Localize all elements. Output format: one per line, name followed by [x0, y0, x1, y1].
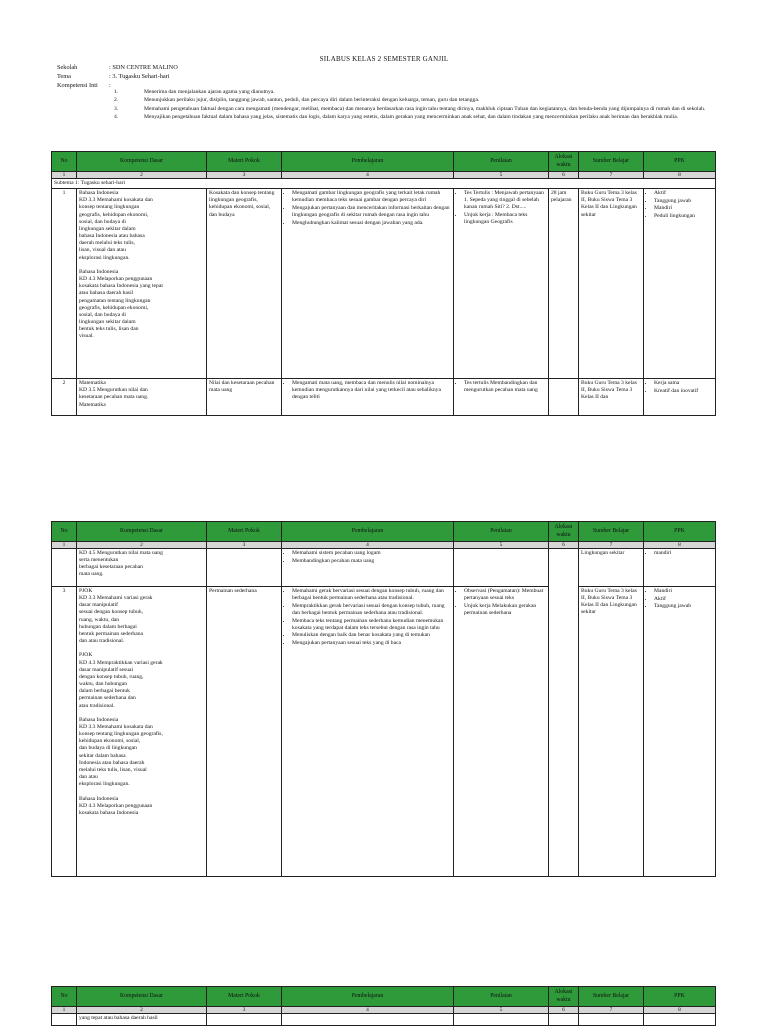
ki-item: 3. Memahami pengetahuan faktual dengan cara mengamati (mendengar, melihat, membaca) dan menanya berdasarkan rasa ingin tahu tentang dirinya, makhluk ciptaan Tuhan dan kegiatannya, dan benda-benda yang dijumpainya di rumah dan di sekolah. — [114, 105, 706, 112]
col-header-pembelajaran: Pembelajaran — [282, 152, 454, 172]
list-item: • Unjuk kerja Melakukan gerakan permainan sederhana — [464, 603, 546, 617]
col-header-pembelajaran: Pembelajaran — [282, 987, 454, 1007]
header-row — [52, 152, 716, 172]
list-item: • Mempraktikkan gerak bervariasi sesuai dengan konsep tubuh, ruang dan berbagai bentuk permainan sederhana atau tradisional. — [292, 603, 451, 617]
col-number: 8 — [644, 1007, 716, 1014]
tema-label: Tema — [57, 73, 71, 80]
kompetensi-dasar-cell: yang tepat atau bahasa daerah hasil — [77, 1014, 207, 1026]
kompetensi-dasar-cell: PJOK KD 3.3 Memahami variasi gerak dasar manipulatif sesuai dengan konsep tubuh, ruang, waktu, dan hubungan dalam berbagai bentuk permainan sederhana dan atau tradisional. PJOK KD 4.3 Mempraktikkan variasi gerak dasar manipulatif sesuai dengan konsep tubuh, ruang, waktu, dan hubungan dalam berbagai bentuk permainan sederhana dan atau tradisional. Bahasa Indonesia KD 3.3 Memahami kosakata dan konsep tentang lingkungan geografis, kehidupan ekonomi, sosial, dan budaya di lingkungan sekitar dalam bahasa Indonesia atau bahasa daerah melalui teks tulis, lisan, visual dan atau eksplorasi lingkungan. Bahasa Indonesia KD 4.3 Melaporkan penggunaan kosakata bahasa Indonesia — [77, 587, 207, 877]
materi-pokok-cell — [207, 549, 282, 587]
col-number: 6 — [549, 1007, 579, 1014]
list-item: • Mengamati mata uang, membaca dan menulis nilai nominalnya kemudian mengurutkannya dari nilai yang terkecil atau sebaliknya dengan teliti — [292, 380, 451, 401]
materi-pokok-cell: Permainan sederhana — [207, 587, 282, 877]
list-item: • Menuliskan dengan baik dan benar kosakata yang di temukan — [292, 632, 451, 639]
list-item: • Kreatif dan inovatif — [654, 388, 713, 395]
table-row — [52, 189, 716, 379]
list-item: • mandiri — [654, 550, 713, 557]
kompetensi-inti-list — [114, 89, 716, 123]
list-item: • Tes tertulis Membandingkan dan mengurutkan pecahan mata uang — [464, 380, 546, 394]
list-item: • Tes Tertulis : Menjawab pertanyaan 1. Sepeda yang tinggal di sebelah kanan rumah Siti? 2. Dst..... — [464, 190, 546, 211]
col-header-penilaian: Penilaian — [454, 987, 549, 1007]
list-item: • Mandiri — [654, 205, 713, 212]
col-number: 6 — [549, 542, 579, 549]
document-title: SILABUS KELAS 2 SEMESTER GANJIL — [319, 55, 449, 63]
col-number: 8 — [644, 172, 716, 179]
list-item: • Memahami gerak bervariasi sesuai dengan konsep tubuh, ruang dan berbagai bentuk permainan sederhana atau tradisional. — [292, 588, 451, 602]
col-number: 5 — [454, 542, 549, 549]
penilaian-cell — [454, 189, 549, 379]
list-item: • Aktif — [654, 596, 713, 603]
col-header-no: No — [52, 522, 77, 542]
list-item: • Membaca teks tentang permainan sederhana kemudian menemukan kosakata yang terdapat dalam teks tersebut dengan rasa ingin tahu — [292, 618, 451, 632]
col-number: 1 — [52, 172, 77, 179]
subtema-row — [52, 179, 716, 189]
col-header-kompetensi-dasar: Kompetensi Dasar — [77, 152, 207, 172]
col-header-alokasi-waktu: Alokasi waktu — [549, 522, 579, 542]
table-row — [52, 379, 716, 416]
alokasi-waktu-cell — [549, 549, 579, 877]
pembelajaran-cell — [282, 379, 454, 416]
column-number-row — [52, 542, 716, 549]
silabus-table-3 — [51, 986, 716, 1026]
list-item: • Unjuk kerja : Membaca teks lingkungan Geografis — [464, 212, 546, 226]
ppk-cell — [644, 587, 716, 877]
document-header — [0, 0, 768, 150]
header-row — [52, 987, 716, 1007]
col-header-ppk: PPK — [644, 522, 716, 542]
list-item: • Menghubungkan kalimat sesuai dengan jawaban yang ada. — [292, 220, 451, 227]
col-header-ppk: PPK — [644, 152, 716, 172]
kompetensi-inti-colon: : — [109, 82, 111, 89]
column-number-row — [52, 1007, 716, 1014]
col-number: 4 — [282, 172, 454, 179]
ki-item: 4. Menyajikan pengetahuan faktual dalam bahasa yang jelas, sistematis dan logis, dalam karya yang estetis, dalam gerakan yang mencerminkan anak sehat, dan dalam tindakan yang mencerminkan perilaku anak beriman dan berakhlak mulia. — [114, 114, 679, 121]
col-header-no: No — [52, 152, 77, 172]
kompetensi-dasar-cell: Bahasa Indonesia KD 3.3 Memahami kosakata dan konsep tentang lingkungan geografis, kehidupan ekonomi, sosial, dan budaya di lingkungan sekitar dalam bahasa Indonesia atau bahasa daerah melalui teks tulis, lisan, visual dan atau eksplorasi lingkungan. Bahasa Indonesia KD 4.3 Melaporkan penggunaan kosakata bahasa Indonesia yang tepat atau bahasa daerah hasil pengamatan tentang lingkungan geografis, kehidupan ekonomi, sosial, dan budaya di lingkungan sekitar dalam bentuk teks tulis, lisan dan visual. — [77, 189, 207, 379]
sekolah-label: Sekolah — [57, 64, 78, 71]
list-item: • Mengajukan pertanyaan dan menceritakan informasi berkaitan dengan lingkungan geografis di sekitar rumah dengan rasa ingin tahu — [292, 205, 451, 219]
col-header-sumber-belajar: Sumber Belajar — [579, 522, 644, 542]
list-item: • Kerja sama — [654, 380, 713, 387]
col-number: 5 — [454, 172, 549, 179]
sumber-belajar-cell: Buku Guru Tema 3 kelas II, Buku Siswa Tema 3 Kelas II dan Lingkungan sekitar — [579, 189, 644, 379]
col-header-penilaian: Penilaian — [454, 152, 549, 172]
row-number — [52, 549, 77, 587]
col-header-kompetensi-dasar: Kompetensi Dasar — [77, 987, 207, 1007]
kompetensi-dasar-cell: Matematika KD 3.5 Mengurutkan nilai dan kesetaraan pecahan mata uang. Matematika — [77, 379, 207, 416]
penilaian-cell — [454, 549, 549, 587]
subtema-label: Subtema 1: Tugasku sehari-hari — [52, 179, 716, 189]
col-number: 4 — [282, 542, 454, 549]
col-number: 3 — [207, 1007, 282, 1014]
col-header-materi-pokok: Materi Pokok — [207, 987, 282, 1007]
kompetensi-inti-label: Kompetensi Inti — [57, 82, 98, 89]
pembelajaran-cell — [282, 587, 454, 877]
list-item: • Tanggung jawab — [654, 198, 713, 205]
sumber-belajar-cell: Buku Guru Tema 3 kelas II, Buku Siswa Tema 3 Kelas II dan Lingkungan sekitar — [579, 587, 644, 877]
list-item: • Observasi (Pengamatan): Membuat pertanyaan sesuai teks — [464, 588, 546, 602]
alokasi-waktu-cell: 28 jam pelajaran — [549, 189, 579, 379]
col-header-alokasi-waktu: Alokasi waktu — [549, 152, 579, 172]
list-item: • Aktif — [654, 190, 713, 197]
col-number: 1 — [52, 542, 77, 549]
materi-pokok-cell: Nilai dan kesetaraan pecahan mata uang — [207, 379, 282, 416]
col-number: 7 — [579, 542, 644, 549]
col-number: 2 — [77, 172, 207, 179]
col-header-materi-pokok: Materi Pokok — [207, 152, 282, 172]
list-item: • Membandingkan pecahan mata uang — [292, 558, 451, 565]
penilaian-cell — [454, 587, 549, 877]
list-item: • Tanggung jawab — [654, 603, 713, 610]
col-number: 3 — [207, 172, 282, 179]
col-header-no: No — [52, 987, 77, 1007]
col-number: 3 — [207, 542, 282, 549]
list-item: • Mengamati gambar lingkungan geografis yang terkait letak rumah kemudian membaca teks sesuai gambar dengan percaya diri — [292, 190, 451, 204]
sumber-belajar-cell: Lingkungan sekitar — [579, 549, 644, 587]
col-number: 7 — [579, 1007, 644, 1014]
materi-pokok-cell: Kosakata dan konsep tentang lingkungan geografis, kehidupan ekonomi, sosial, dan budaya — [207, 189, 282, 379]
col-header-sumber-belajar: Sumber Belajar — [579, 152, 644, 172]
col-header-alokasi-waktu: Alokasi waktu — [549, 987, 579, 1007]
table-row — [52, 549, 716, 587]
row-number: 3 — [52, 587, 77, 877]
col-header-sumber-belajar: Sumber Belajar — [579, 987, 644, 1007]
alokasi-waktu-cell — [549, 379, 579, 416]
ppk-cell — [644, 189, 716, 379]
row-number: 2 — [52, 379, 77, 416]
penilaian-cell — [454, 379, 549, 416]
tema-value: : 3. Tugasku Sehari-hari — [109, 73, 170, 80]
ppk-cell — [644, 379, 716, 416]
col-header-kompetensi-dasar: Kompetensi Dasar — [77, 522, 207, 542]
ki-item: 1. Menerima dan menjalankan ajaran agama yang dianutnya. — [114, 89, 275, 95]
pembelajaran-cell — [282, 549, 454, 587]
header-row — [52, 522, 716, 542]
list-item: • Peduli lingkungan — [654, 213, 713, 220]
ki-item: 2. Menunjukkan perilaku jujur, disiplin, tanggung jawab, santun, peduli, dan percaya diri dalam berinteraksi dengan keluarga, teman, guru dan tetangga. — [114, 97, 480, 104]
col-number: 2 — [77, 1007, 207, 1014]
kompetensi-dasar-cell: KD 4.5 Mengurutkan nilai mata uang serta menentukan berbagai kesetaraan pecahan mata uang. — [77, 549, 207, 587]
col-number: 4 — [282, 1007, 454, 1014]
col-number: 1 — [52, 1007, 77, 1014]
sumber-belajar-cell: Buku Guru Tema 3 kelas II, Buku Siswa Tema 3 Kelas II dan — [579, 379, 644, 416]
row-number: 1 — [52, 189, 77, 379]
col-number: 7 — [579, 172, 644, 179]
list-item: • Memahami sistem pecahan uang logam — [292, 550, 451, 557]
sekolah-value: : SDN CENTRE MALINO — [109, 64, 178, 71]
col-number: 2 — [77, 542, 207, 549]
col-header-pembelajaran: Pembelajaran — [282, 522, 454, 542]
ppk-cell — [644, 549, 716, 587]
col-number: 6 — [549, 172, 579, 179]
silabus-table-2 — [51, 521, 716, 877]
col-header-penilaian: Penilaian — [454, 522, 549, 542]
col-header-ppk: PPK — [644, 987, 716, 1007]
table-row — [52, 587, 716, 877]
list-item: • Mengajukan pertanyaan sesuai teks yang di baca — [292, 640, 451, 647]
list-item: • Mandiri — [654, 588, 713, 595]
col-number: 5 — [454, 1007, 549, 1014]
pembelajaran-cell — [282, 189, 454, 379]
col-header-materi-pokok: Materi Pokok — [207, 522, 282, 542]
col-number: 8 — [644, 542, 716, 549]
silabus-table-1 — [51, 151, 716, 416]
column-number-row — [52, 172, 716, 179]
